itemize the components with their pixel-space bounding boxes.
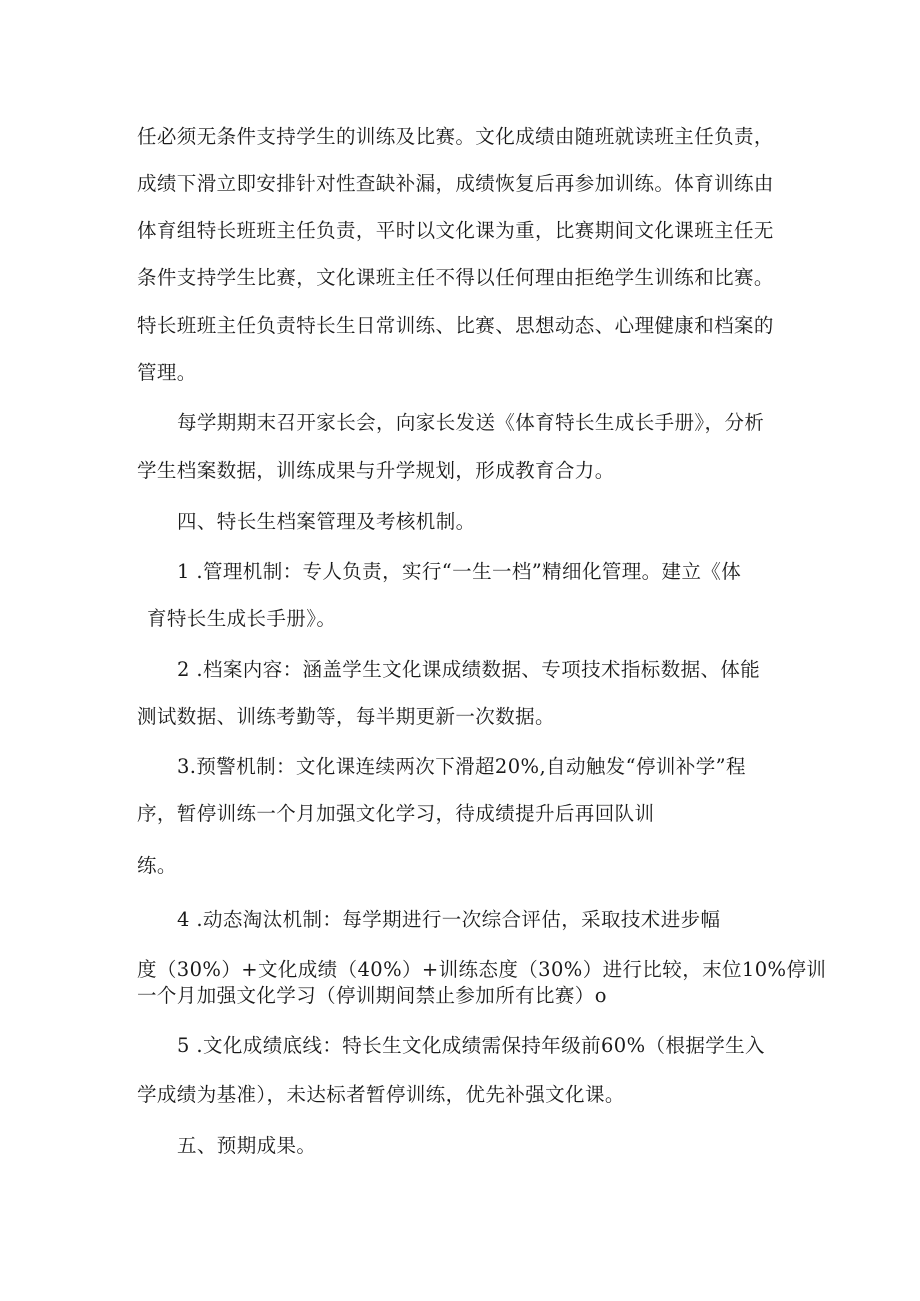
list-item: 1 .管理机制：专人负责，实行“一生一档”精细化管理。建立《体 (177, 560, 742, 583)
list-item: 2 .档案内容：涵盖学生文化课成绩数据、专项技术指标数据、体能 (177, 658, 761, 681)
list-item: 4 .动态淘汰机制：每学期进行一次综合评估，采取技术进步幅 (177, 908, 721, 931)
list-item: 5 .文化成绩底线：特长生文化成绩需保持年级前60%（根据学生入 (177, 1034, 765, 1057)
paragraph-line: 管理。 (137, 361, 197, 384)
paragraph-line: 每学期期末召开家长会，向家长发送《体育特长生成长手册》，分析 (177, 411, 765, 434)
paragraph-line: 特长班班主任负责特长生日常训练、比赛、思想动态、心理健康和档案的 (137, 314, 774, 337)
paragraph-line: 育特长生成长手册》。 (147, 607, 337, 630)
paragraph-line: 练。 (137, 854, 177, 877)
section-heading: 五、预期成果。 (177, 1134, 317, 1157)
paragraph-line: 任必须无条件支持学生的训练及比赛。文化成绩由随班就读班主任负责， (137, 125, 774, 148)
paragraph-line: 条件支持学生比赛，文化课班主任不得以任何理由拒绝学生训练和比赛。 (137, 266, 774, 289)
paragraph-line: 成绩下滑立即安排针对性查缺补漏，成绩恢复后再参加训练。体育训练由 (137, 172, 774, 195)
paragraph-line: 学生档案数据，训练成果与升学规划，形成教育合力。 (137, 459, 615, 482)
paragraph-line: 体育组特长班班主任负责，平时以文化课为重，比赛期间文化课班主任无 (137, 219, 774, 242)
paragraph-line: 一个月加强文化学习（停训期间禁止参加所有比赛）o (137, 984, 607, 1007)
paragraph-line: 序，暂停训练一个月加强文化学习，待成绩提升后再回队训 (137, 802, 655, 825)
paragraph-line: 学成绩为基准），未达标者暂停训练，优先补强文化课。 (137, 1083, 625, 1106)
paragraph-line: 度（30%）+文化成绩（40%）+训练态度（30%）进行比较，末位10%停训 (137, 958, 827, 981)
list-item: 3.预警机制：文化课连续两次下滑超20%,自动触发“停训补学”程 (177, 755, 746, 778)
paragraph-line: 测试数据、训练考勤等，每半期更新一次数据。 (137, 705, 555, 728)
section-heading: 四、特长生档案管理及考核机制。 (177, 510, 476, 533)
